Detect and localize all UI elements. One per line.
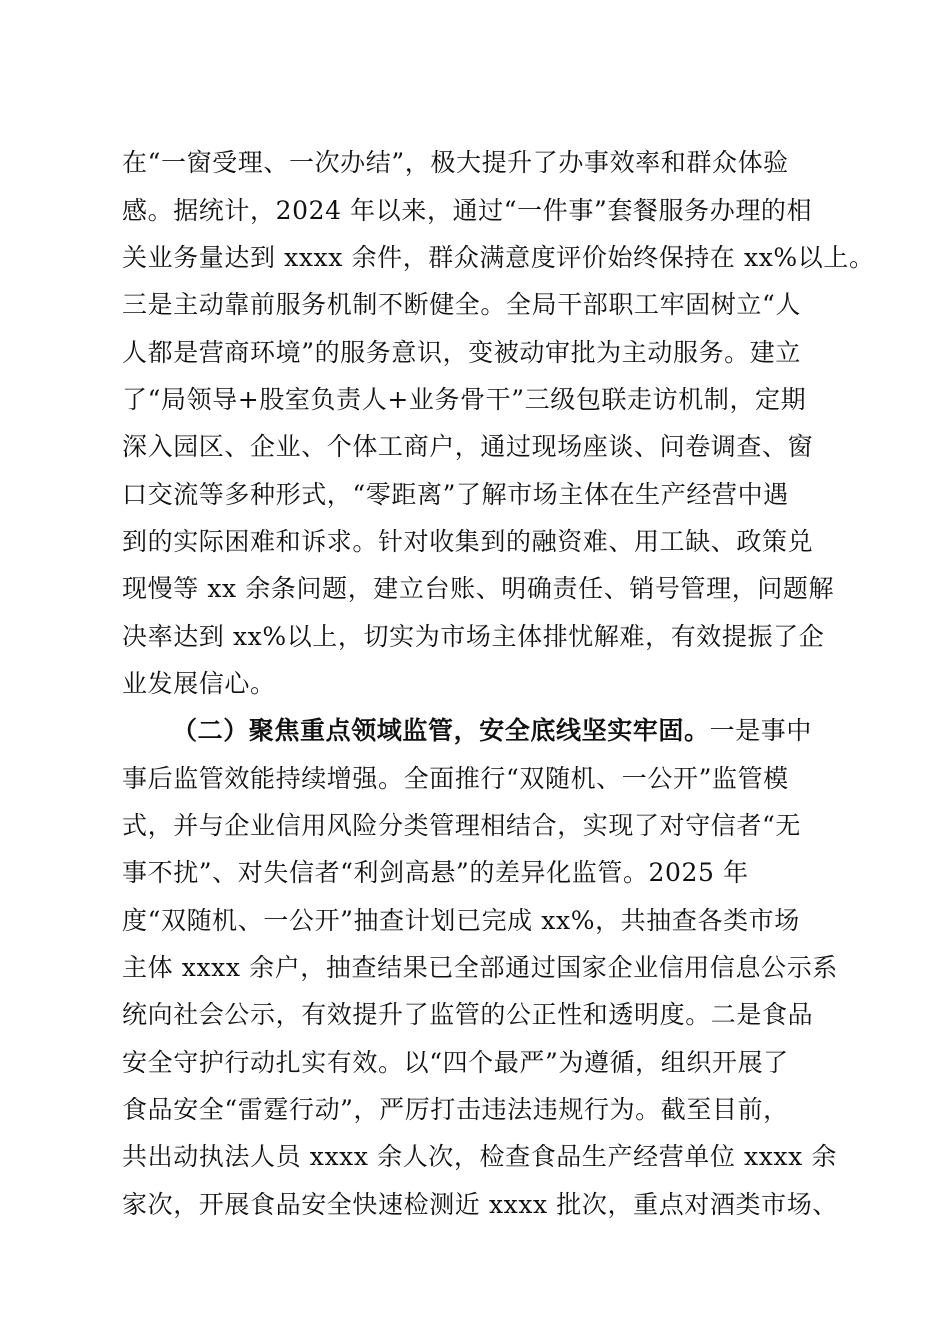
section-heading: （二）聚焦重点领域监管，安全底线坚实牢固。: [172, 716, 710, 745]
body-line: 主体 xxxx 余户，抽查结果已全部通过国家企业信用信息公示系: [122, 953, 838, 982]
body-line: 度“双随机、一公开”抽查计划已完成 xx%，共抽查各类市场: [122, 906, 800, 935]
body-line: 式，并与企业信用风险分类管理相结合，实现了对守信者“无: [122, 811, 801, 840]
body-line: 现慢等 xx 余条问题，建立台账、明确责任、销号管理，问题解: [122, 574, 835, 603]
body-line: 在“一窗受理、一次办结”，极大提升了办事效率和群众体验: [122, 148, 789, 177]
body-line: 感。据统计，2024 年以来，通过“一件事”套餐服务办理的相: [122, 196, 813, 225]
body-line: 安全守护行动扎实有效。以“四个最严”为遵循，组织开展了: [122, 1048, 789, 1077]
body-line: 口交流等多种形式，“零距离”了解市场主体在生产经营中遇: [122, 480, 789, 509]
body-line: 家次，开展食品安全快速检测近 xxxx 批次，重点对酒类市场、: [122, 1190, 838, 1219]
body-line: 统向社会公示，有效提升了监管的公正性和透明度。二是食品: [122, 1000, 814, 1029]
body-line: 业发展信心。: [122, 669, 276, 698]
body-line: 深入园区、企业、个体工商户，通过现场座谈、问卷调查、窗: [122, 432, 814, 461]
body-line: 了“局领导+股室负责人+业务骨干”三级包联走访机制，定期: [122, 385, 807, 414]
body-line: 事后监管效能持续增强。全面推行“双随机、一公开”监管模: [122, 764, 789, 793]
body-line: 到的实际困难和诉求。针对收集到的融资难、用工缺、政策兑: [122, 527, 814, 556]
body-line: 三是主动靠前服务机制不断健全。全局干部职工牢固树立“人: [122, 290, 801, 319]
body-line: 人都是营商环境”的服务意识，变被动审批为主动服务。建立: [122, 338, 801, 367]
body-line: 关业务量达到 xxxx 余件，群众满意度评价始终保持在 xx%以上。: [122, 243, 875, 272]
section-heading-tail: 一是事中: [709, 716, 813, 745]
body-line: 共出动执法人员 xxxx 余人次，检查食品生产经营单位 xxxx 余: [122, 1142, 837, 1171]
body-line: 食品安全“雷霆行动”，严厉打击违法违规行为。截至目前，: [122, 1095, 789, 1124]
body-line: 事不扰”、对失信者“利剑高悬”的差异化监管。2025 年: [122, 858, 749, 887]
section-heading-line: [172, 716, 812, 746]
body-line: 决率达到 xx%以上，切实为市场主体排忧解难，有效提振了企: [122, 622, 825, 651]
